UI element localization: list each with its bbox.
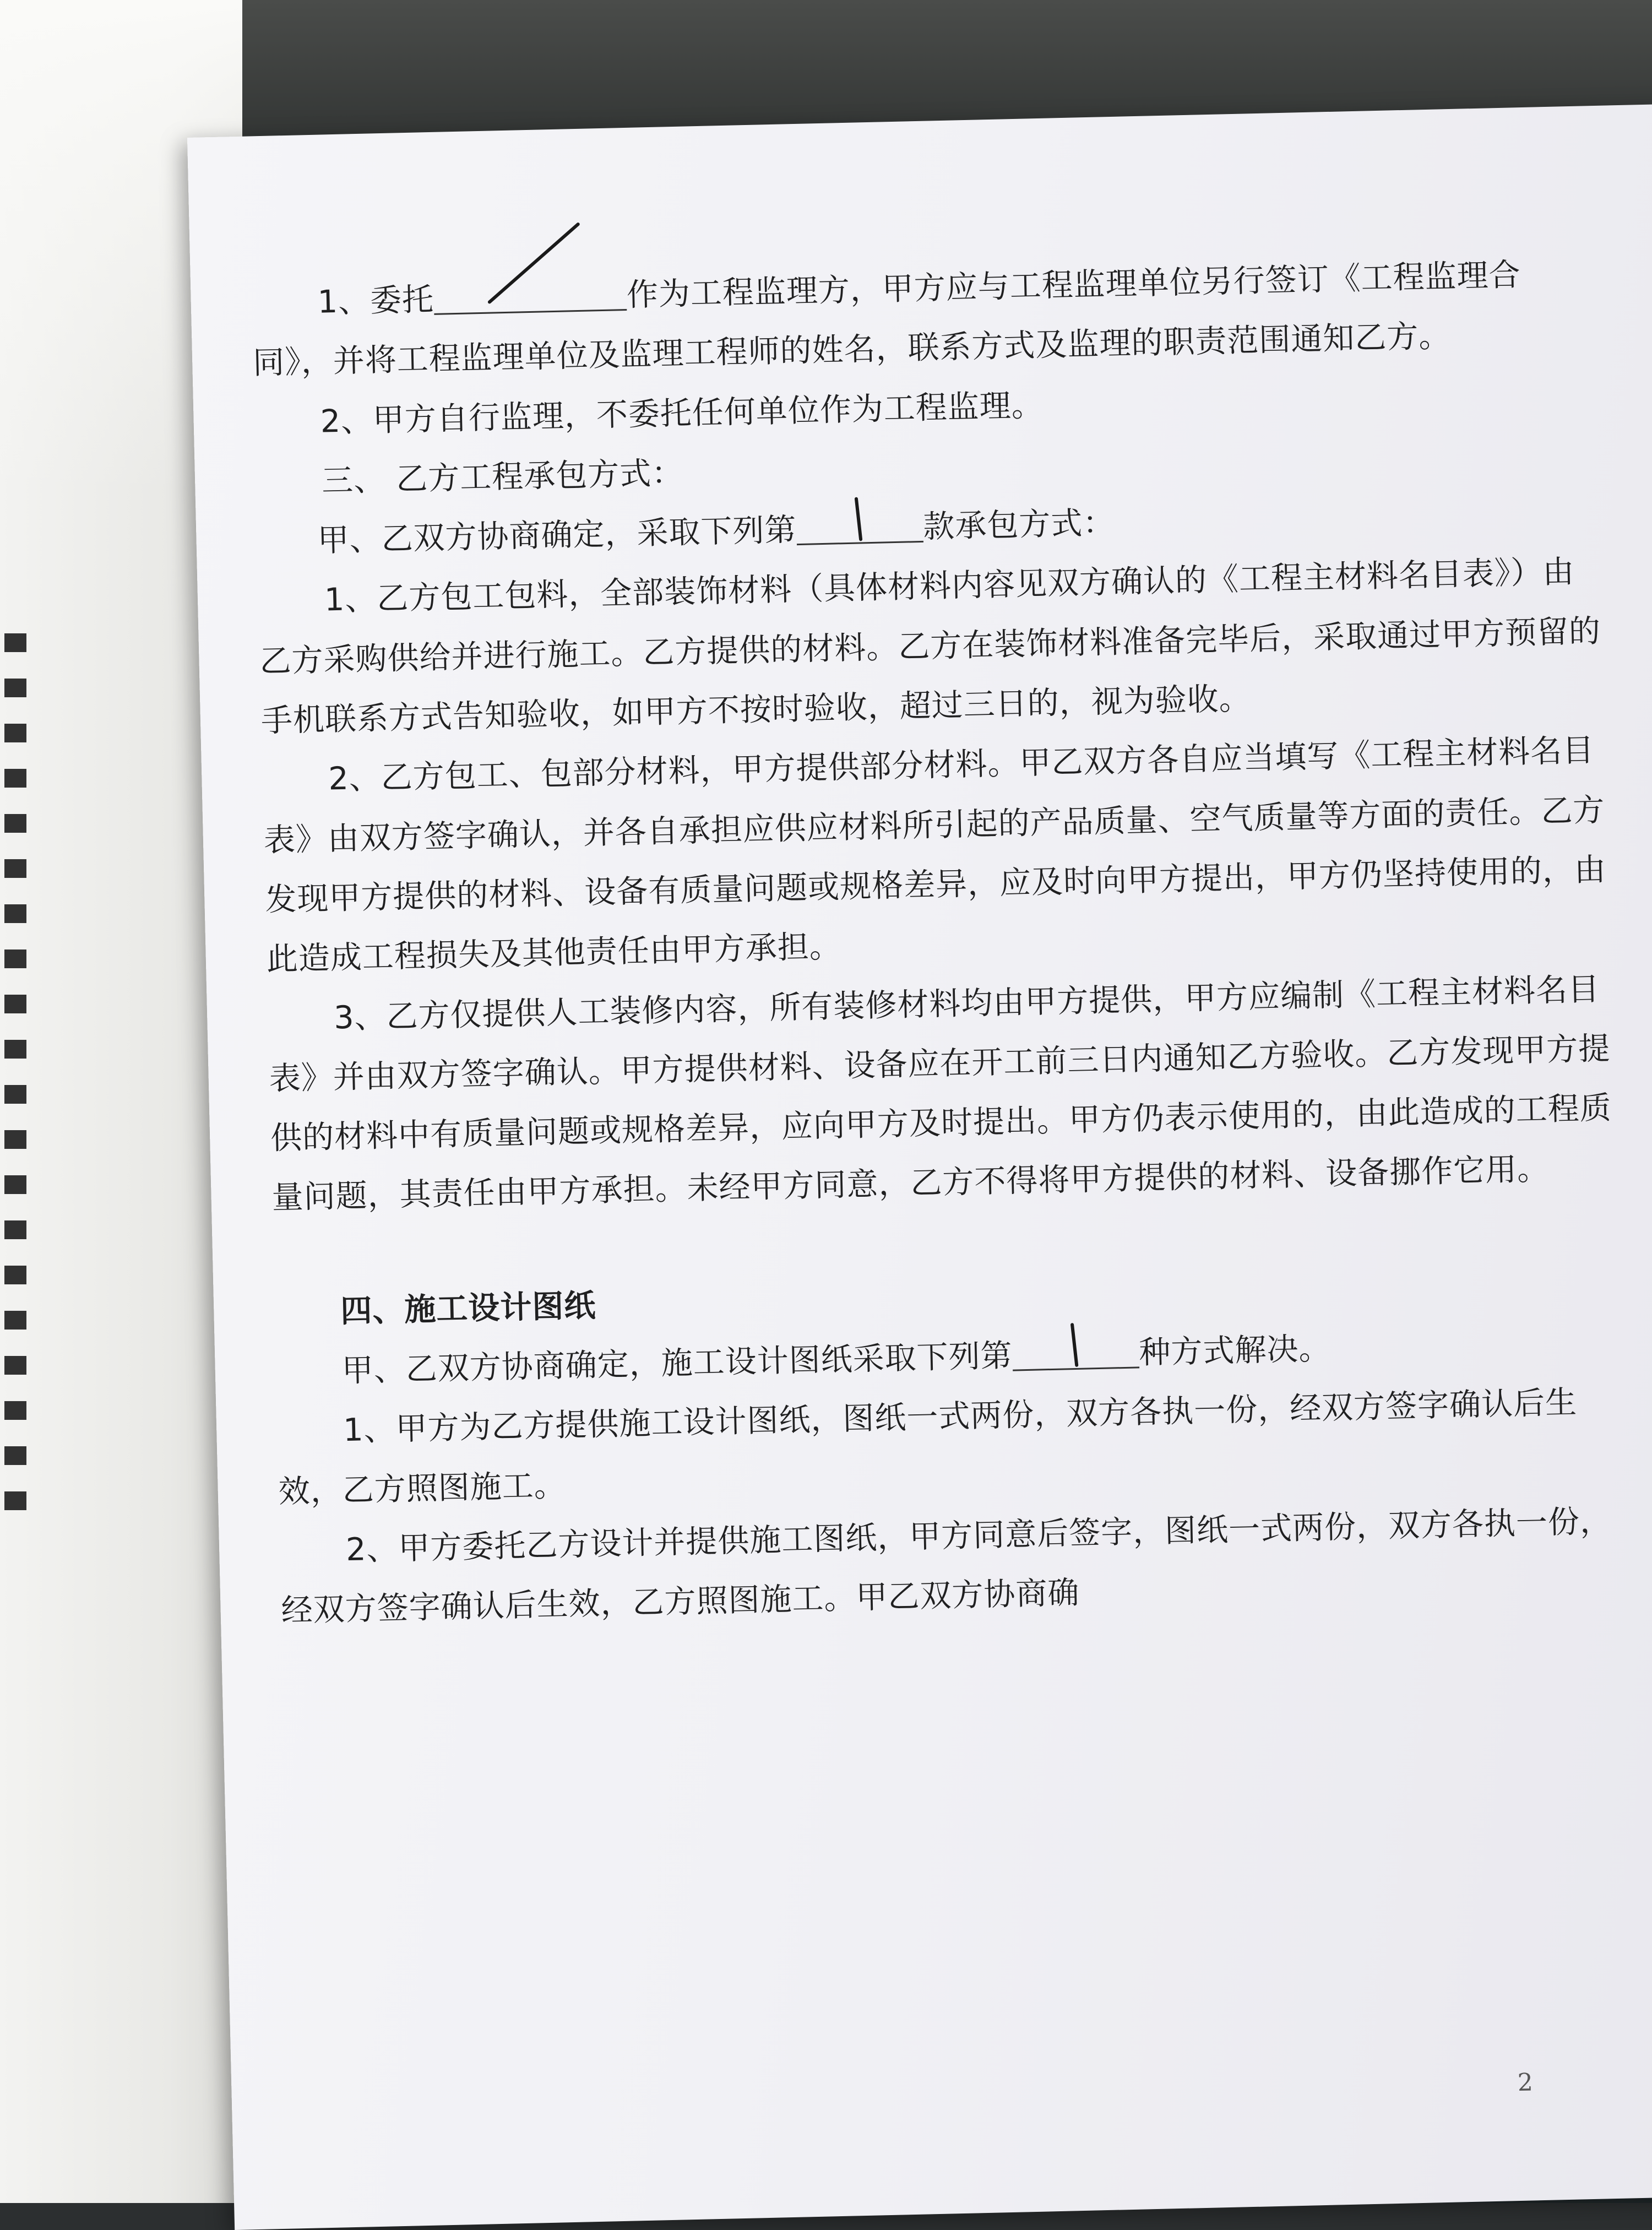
- notebook-spiral-binding: [4, 633, 26, 1515]
- supervisor-name-blank: [433, 278, 627, 315]
- handwritten-choice-mark: [1070, 1323, 1079, 1367]
- section-3-intro-prefix: 甲、乙双方协商确定，采取下列第: [317, 512, 797, 559]
- handwritten-slash-mark: [487, 221, 580, 304]
- handwritten-choice-mark: [855, 497, 863, 541]
- section-4-item-1: 1、甲方为乙方提供施工设计图纸，图纸一式两份，双方各执一份，经双方签字确认后生效，乙方照图施工。: [278, 1384, 1578, 1510]
- contract-method-blank: [796, 509, 923, 545]
- section-3-item-3: 3、乙方仅提供人工装修内容，所有装修材料均由甲方提供，甲方应编制《工程主材料名目表》并由双方签字确认。甲方提供材料、设备应在开工前三日内通知乙方验收。乙方发现甲方提供的材料中有质量问题或规格差异，应向甲方及时提出。甲方仍表示使用的，由此造成的工程质量问题，其责任由甲方承担。未经甲方同意，乙方不得将甲方提供的材料、设备挪作它用。: [269, 970, 1612, 1217]
- section-4-item-2: 2、甲方委托乙方设计并提供施工图纸，甲方同意后签字，图纸一式两份，双方各执一份，经双方签字确认后生效，乙方照图施工。甲乙双方协商确: [280, 1502, 1612, 1630]
- clause-2-item-2: 2、甲方自行监理，不委托任何单位作为工程监理。: [320, 387, 1044, 440]
- page-number: 2: [1517, 2068, 1534, 2097]
- section-4-intro-suffix: 种方式解决。: [1138, 1330, 1332, 1371]
- clause-2-item-1-prefix: 1、委托: [317, 281, 434, 321]
- clause-2-item-1-cont: 《工程监理合同》，并将工程监理单位及监理工程师的姓名，联系方式及监理的职责范围通知乙方。: [252, 257, 1521, 382]
- contract-text: [251, 243, 1626, 1641]
- section-3-heading: 三、 乙方工程承包方式：: [321, 454, 684, 500]
- section-3-intro-suffix: 款承包方式：: [922, 504, 1116, 546]
- section-3-item-1: 1、乙方包工包料，全部装饰材料（具体材料内容见双方确认的《工程主材料名目表》）由乙方采购供给并进行施工。乙方提供的材料。乙方在装饰材料准备完毕后，采取通过甲方预留的手机联系方式告知验收，如甲方不按时验收，超过三日的，视为验收。: [259, 554, 1601, 740]
- clause-2-item-1-suffix: 作为工程监理方，甲方应与工程监理单位另行签订: [626, 261, 1330, 313]
- contract-page: [187, 104, 1652, 2230]
- section-3-item-2: 2、乙方包工、包部分材料，甲方提供部分材料。甲乙双方各自应当填写《工程主材料名目表》由双方签字确认，并各自承担应供应材料所引起的产品质量、空气质量等方面的责任。乙方发现甲方提供的材料、设备有质量问题或规格差异，应及时向甲方提出，甲方仍坚持使用的，由此造成工程损失及其他责任由甲方承担。: [263, 732, 1607, 978]
- section-4-intro-prefix: 甲、乙双方协商确定，施工设计图纸采取下列第: [341, 1337, 1013, 1390]
- section-4-heading: 四、施工设计图纸: [340, 1287, 597, 1330]
- drawing-method-blank: [1012, 1335, 1139, 1371]
